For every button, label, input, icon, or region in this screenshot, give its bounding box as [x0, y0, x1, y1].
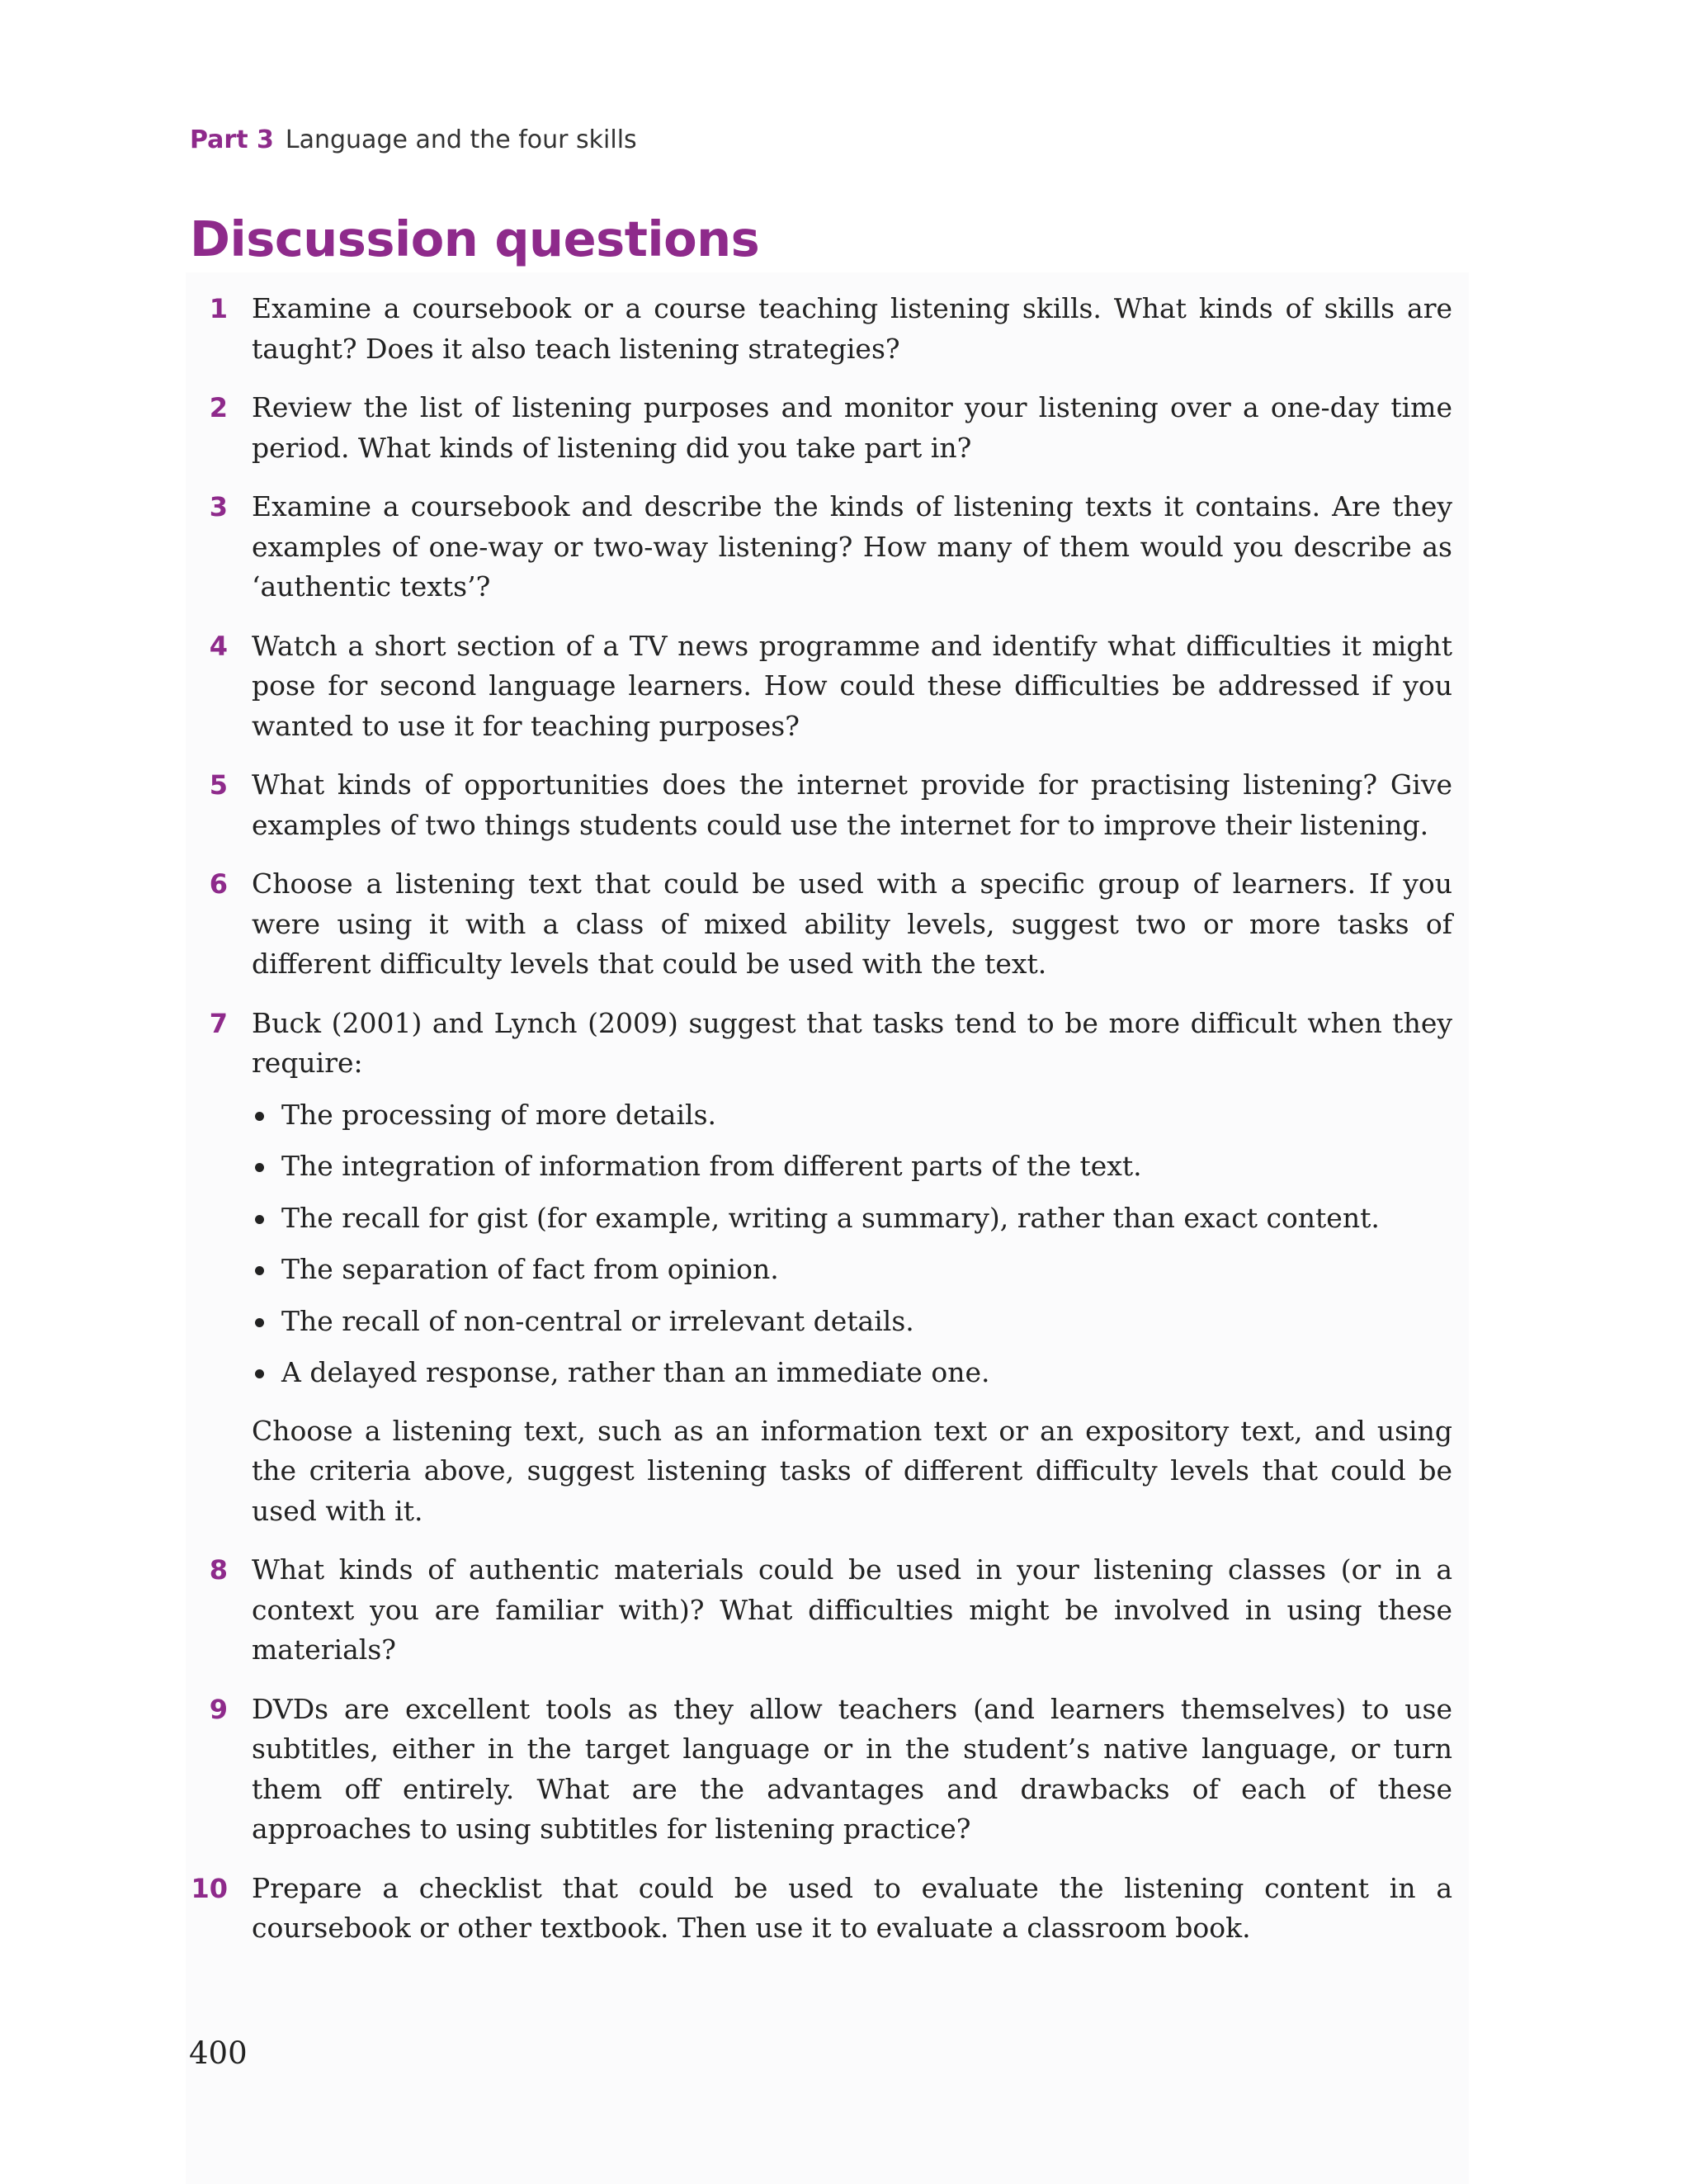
question-item	[190, 388, 1452, 468]
question-item	[190, 626, 1452, 747]
question-text: What kinds of authentic materials could be used in your listening classes (or in a context you are familiar with)? What difficulties might be involved in using these materials?	[252, 1553, 1452, 1666]
question-number: 4	[209, 630, 228, 662]
question-text: Examine a coursebook or a course teaching listening skills. What kinds of skills are taught? Does it also teach listening strategies?	[252, 292, 1452, 365]
criteria-item: The separation of fact from opinion.	[252, 1250, 1452, 1290]
criteria-item: The integration of information from different parts of the text.	[252, 1146, 1452, 1187]
page-number: 400	[189, 2035, 248, 2071]
criteria-item: The processing of more details.	[252, 1095, 1452, 1136]
question-text: Prepare a checklist that could be used to evaluate the listening content in a coursebook or other textbook. Then use it to evaluate a classroom book.	[252, 1871, 1452, 1944]
question-number: 2	[209, 392, 228, 423]
question-number: 1	[209, 293, 228, 324]
criteria-list	[252, 1095, 1452, 1393]
question-text: Examine a coursebook and describe the kinds of listening texts it contains. Are they examples of one-way or two-way listening? How many of them would you describe as ‘authentic texts’?	[252, 490, 1452, 603]
question-followup-text: Choose a listening text, such as an information text or an expository text, and using the criteria above, suggest listening tasks of different difficulty levels that could be used with it.	[252, 1414, 1452, 1527]
question-number: 10	[191, 1872, 228, 1904]
question-number: 6	[209, 868, 228, 900]
running-head	[190, 125, 637, 154]
criteria-item: The recall for gist (for example, writing a summary), rather than exact content.	[252, 1198, 1452, 1239]
question-number: 7	[209, 1007, 228, 1039]
question-item	[190, 765, 1452, 845]
question-number: 9	[209, 1693, 228, 1725]
question-list	[190, 289, 1452, 1968]
question-item	[190, 1869, 1452, 1949]
question-number: 5	[209, 769, 228, 801]
question-text: DVDs are excellent tools as they allow teachers (and learners themselves) to use subtitles, either in the target language or in the student’s native language, or turn them off entirely. What are the advantages and drawbacks of each of these approaches to using subtitles for listening practice?	[252, 1692, 1452, 1845]
question-item	[190, 864, 1452, 985]
question-item	[190, 1690, 1452, 1850]
question-item	[190, 487, 1452, 607]
question-number: 8	[209, 1554, 228, 1586]
criteria-item: The recall of non-central or irrelevant details.	[252, 1302, 1452, 1342]
question-text: Watch a short section of a TV news programme and identify what difficulties it might pose for second language learners. How could these difficulties be addressed if you wanted to use it for teaching purposes?	[252, 629, 1452, 742]
criteria-item: A delayed response, rather than an immediate one.	[252, 1353, 1452, 1393]
question-item	[190, 289, 1452, 369]
question-item	[190, 1004, 1452, 1532]
part-title: Language and the four skills	[285, 125, 637, 154]
question-text: Review the list of listening purposes and monitor your listening over a one-day time period. What kinds of listening did you take part in?	[252, 391, 1452, 464]
section-title: Discussion questions	[190, 210, 760, 267]
question-text: Choose a listening text that could be used with a specific group of learners. If you were using it with a class of mixed ability levels, suggest two or more tasks of different difficulty levels that could be used with the text.	[252, 867, 1452, 980]
question-item	[190, 1550, 1452, 1671]
question-number: 3	[209, 491, 228, 522]
question-text: What kinds of opportunities does the internet provide for practising listening? Give examples of two things students could use the internet for to improve their listening.	[252, 768, 1452, 841]
question-text: Buck (2001) and Lynch (2009) suggest that tasks tend to be more difficult when they require:	[252, 1006, 1452, 1079]
part-label: Part 3	[190, 125, 274, 154]
